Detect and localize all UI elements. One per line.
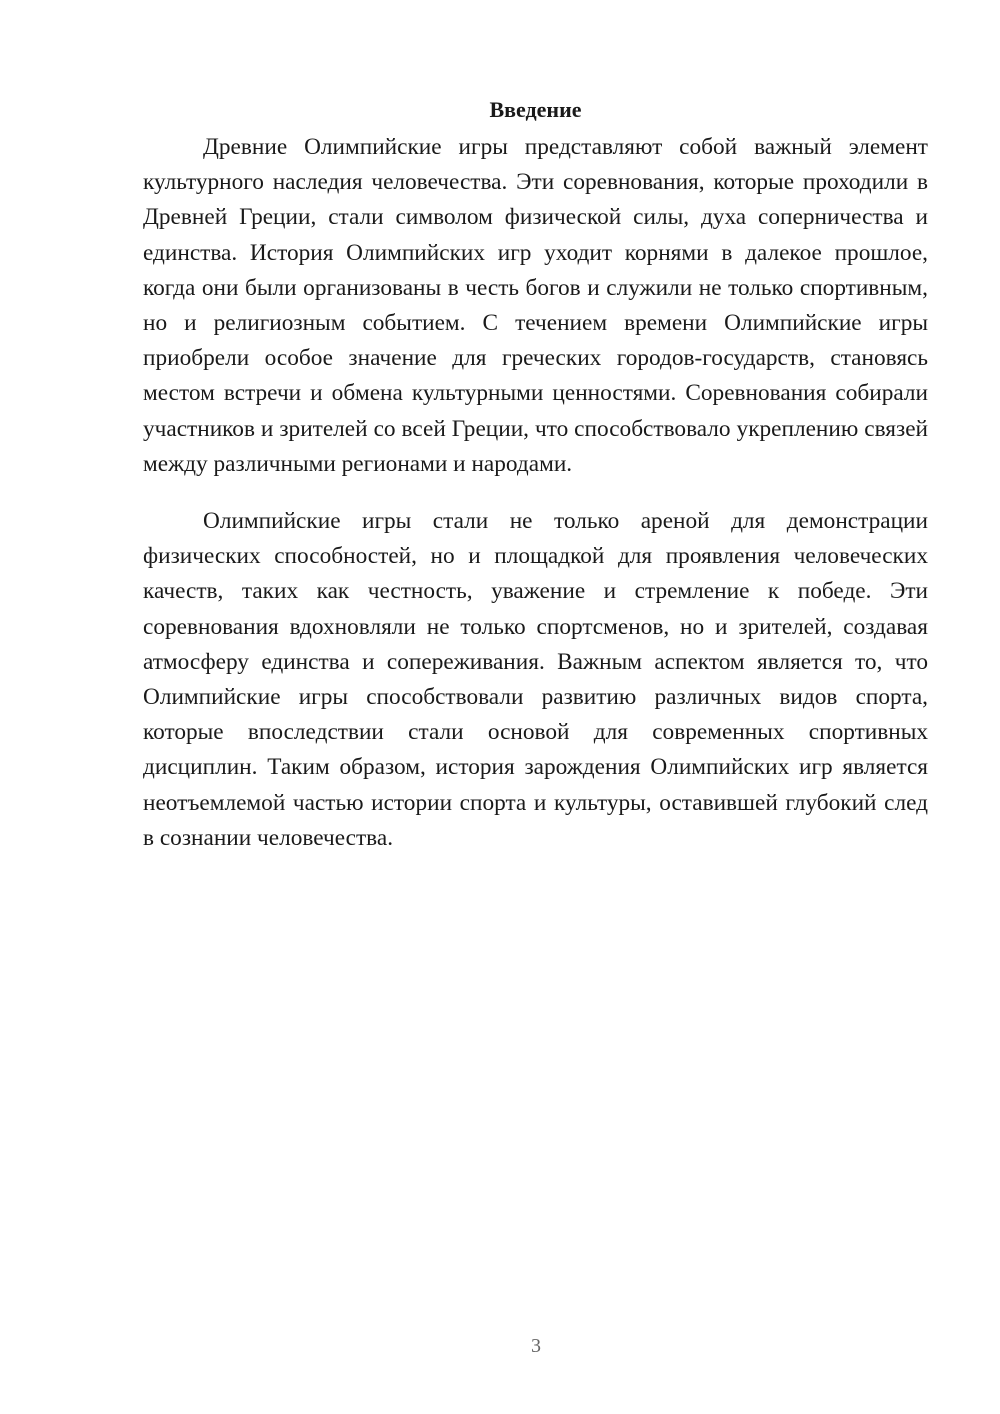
paragraph-2: Олимпийские игры стали не только ареной для демонстрации физических способностей, но и площадкой для проявления человеческих качеств, таких как честность, уважение и стремление к победе. Эти соревнования вдохновляли не только спортсменов, но и зрителей, создавая атмосферу единства и сопереживания. Важным аспектом является то, что Олимпийские игры способствовали развитию различных видов спорта, которые впоследствии стали основой для современных спортивных дисциплин. Таким образом, история зарождения Олимпийских игр является неотъемлемой частью истории спорта и культуры, оставившей глубокий след в сознании человечества. [143,508,928,851]
paragraph-1: Древние Олимпийские игры представляют собой важный элемент культурного наследия человечества. Эти соревнования, которые проходили в Древней Греции, стали символом физической силы, духа соперничества и единства. История Олимпийских игр уходит корнями в далекое прошлое, когда они были организованы в честь богов и служили не только спортивным, но и религиозным событием. С течением времени Олимпийские игры приобрели особое значение для греческих городов-государств, становясь местом встречи и обмена культурными ценностями. Соревнования собирали участников и зрителей со всей Греции, что способствовало укреплению связей между различными регионами и народами. [143,134,928,477]
section-heading: Введение [489,97,582,122]
page-number: 3 [531,1335,541,1357]
page-content [143,92,928,856]
